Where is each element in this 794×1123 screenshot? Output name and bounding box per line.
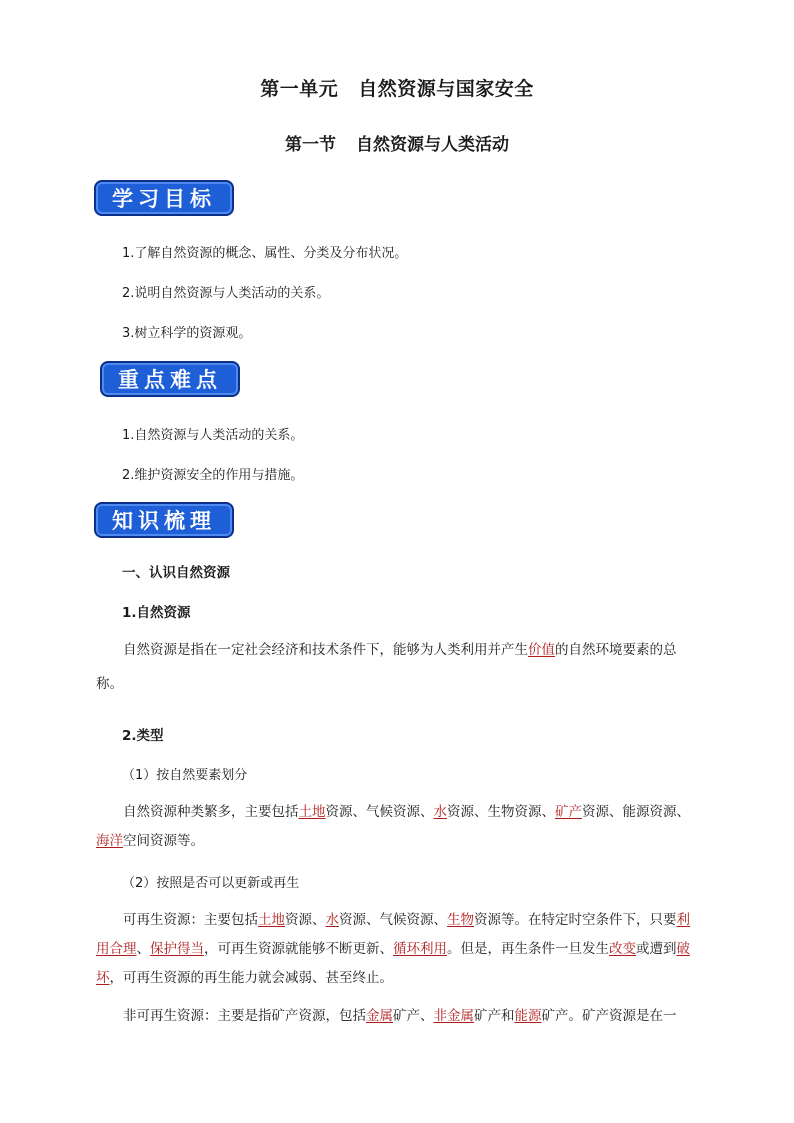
classification-heading: （1）按自然要素划分 <box>122 768 248 783</box>
answer-blank: 循环利用 <box>393 941 447 957</box>
nonrenewable-paragraph: 非可再生资源：主要是指矿产资源，包括金属矿产、非金属矿产和能源矿产。矿产资源是在一 <box>123 1008 677 1024</box>
objective-item: 3.树立科学的资源观。 <box>122 326 252 341</box>
answer-blank: 改变 <box>609 941 636 957</box>
section-name: 自然资源与人类活动 <box>356 135 509 155</box>
answer-blank: 非金属 <box>433 1008 474 1024</box>
types-paragraph: 自然资源种类繁多，主要包括土地资源、气候资源、水资源、生物资源、矿产资源、能源资源、海洋空间资源等。 <box>96 804 690 849</box>
key-point-item: 2.维护资源安全的作用与措施。 <box>122 468 304 483</box>
answer-blank: 矿产 <box>555 804 582 820</box>
answer-blank: 金属 <box>366 1008 393 1024</box>
section-title <box>0 130 794 155</box>
answer-blank: 生物 <box>447 912 474 928</box>
answer-blank: 能源 <box>514 1008 542 1024</box>
learning-goals-badge: 学习目标 <box>94 180 234 216</box>
key-points-badge: 重点难点 <box>100 361 240 397</box>
answer-blank: 利用合理 <box>96 912 690 957</box>
answer-blank: 水 <box>433 804 447 820</box>
definition-paragraph: 自然资源是指在一定社会经济和技术条件下，能够为人类利用并产生价值的自然环境要素的总称。 <box>96 642 677 692</box>
classification-heading: （2）按照是否可以更新或再生 <box>122 876 300 891</box>
subsection-heading: 1.自然资源 <box>122 605 191 621</box>
answer-blank: 破坏 <box>96 941 690 986</box>
key-point-item: 1.自然资源与人类活动的关系。 <box>122 428 304 443</box>
section-number: 第一节 <box>285 135 336 155</box>
renewable-paragraph: 可再生资源：主要包括土地资源、水资源、气候资源、生物资源等。在特定时空条件下，只要利用合理、保护得当，可再生资源就能够不断更新、循环利用。但是，再生条件一旦发生改变或遭到破坏，可再生资源的再生能力就会减弱、甚至终止。 <box>96 912 690 986</box>
unit-name: 自然资源与国家安全 <box>358 78 534 100</box>
answer-blank: 土地 <box>298 804 326 820</box>
answer-blank: 海洋 <box>96 833 123 849</box>
section-heading: 一、认识自然资源 <box>122 565 230 581</box>
subsection-heading: 2.类型 <box>122 728 164 744</box>
objective-item: 2.说明自然资源与人类活动的关系。 <box>122 286 330 301</box>
answer-blank: 水 <box>325 912 339 928</box>
answer-blank: 土地 <box>258 912 285 928</box>
answer-blank: 价值 <box>528 642 555 658</box>
unit-title <box>0 74 794 101</box>
unit-number: 第一单元 <box>260 78 339 100</box>
knowledge-review-badge: 知识梳理 <box>94 502 234 538</box>
objective-item: 1.了解自然资源的概念、属性、分类及分布状况。 <box>122 246 408 261</box>
answer-blank: 保护得当 <box>150 941 204 957</box>
